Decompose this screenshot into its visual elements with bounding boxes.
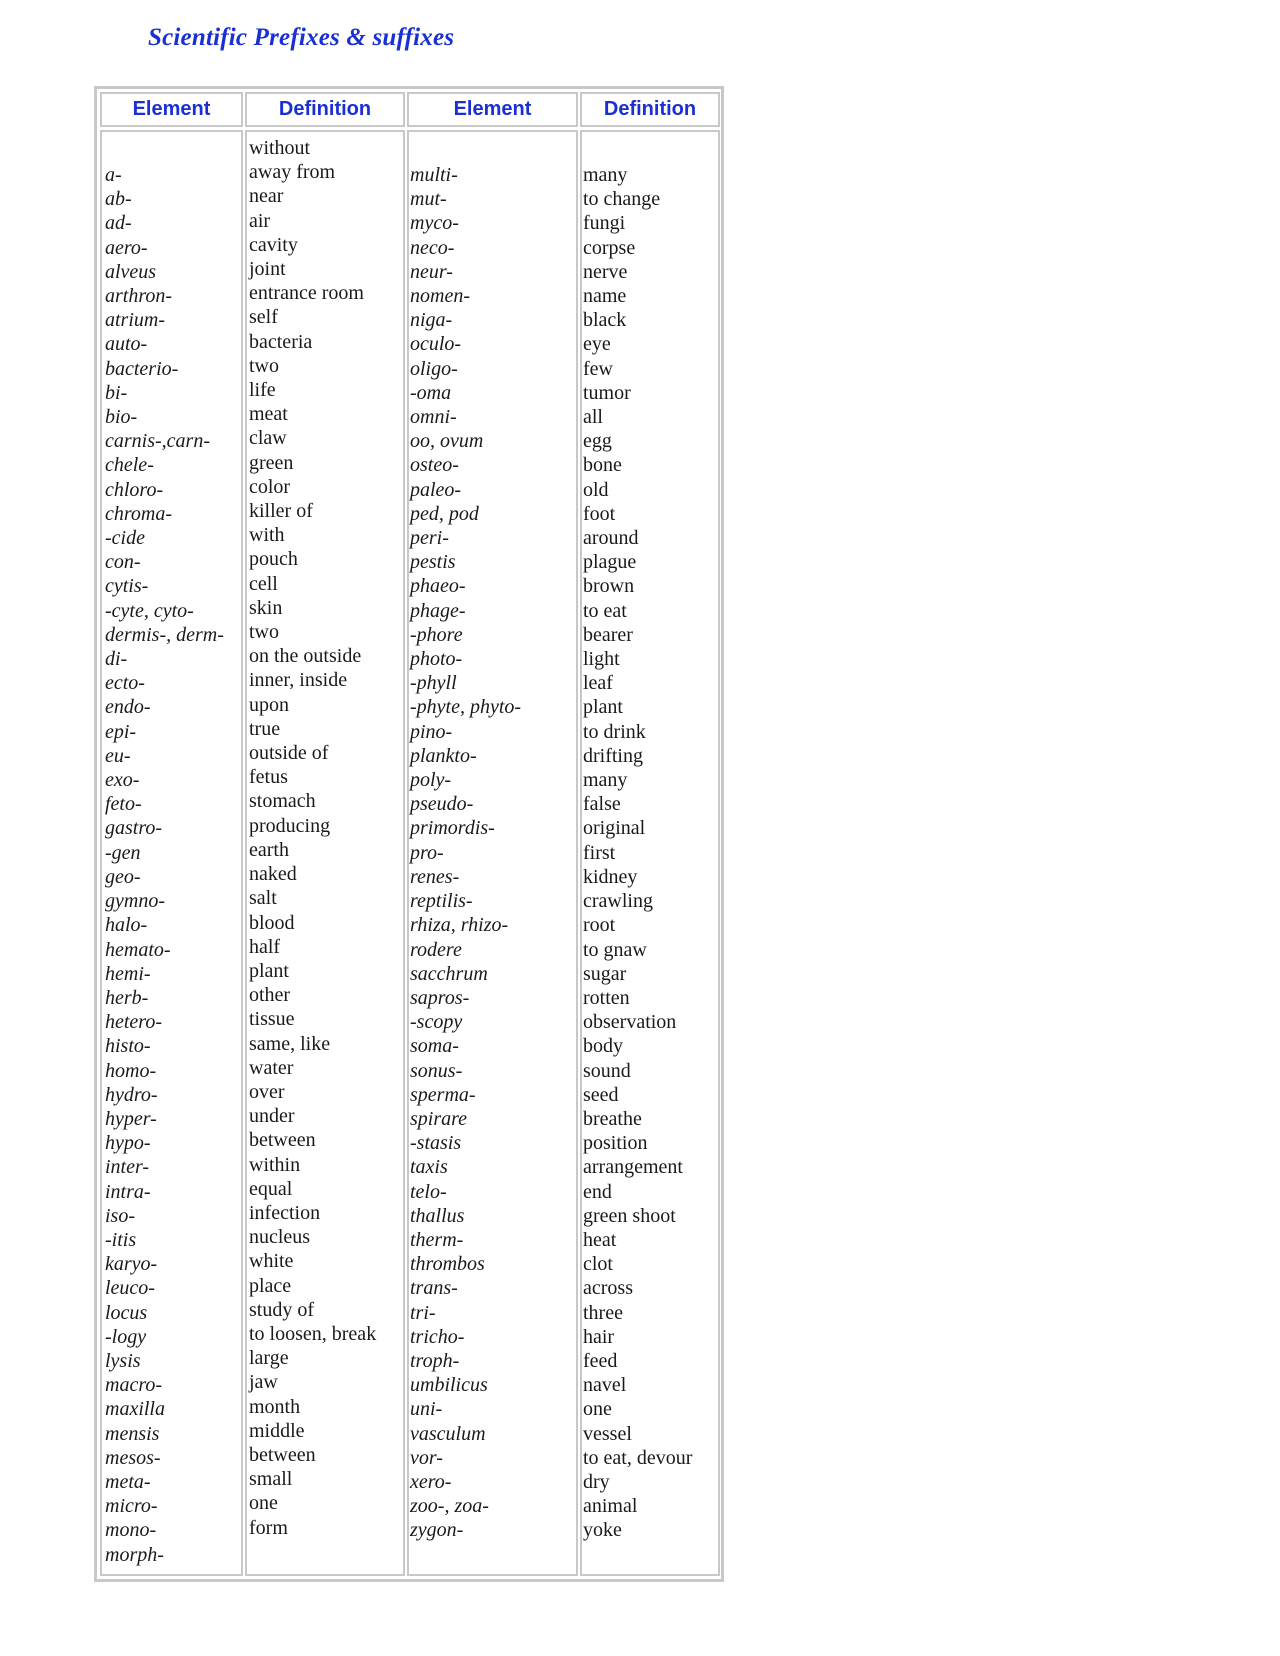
element-entry: phage-: [410, 599, 466, 622]
definition-entry: rotten: [583, 986, 630, 1009]
definition-entry: fungi: [583, 212, 626, 235]
definition-entry: half: [249, 935, 281, 958]
element-entry: bacterio-: [105, 357, 179, 380]
element-entry: exo-: [105, 769, 140, 792]
definition-entry: upon: [249, 693, 289, 716]
element-entry: therm-: [410, 1228, 464, 1251]
element-entry: aero-: [105, 236, 148, 259]
definition-entry: color: [249, 475, 291, 498]
definition-entry: tissue: [249, 1008, 295, 1031]
element-entry: hypo-: [105, 1132, 151, 1155]
definition-entry: many: [583, 769, 628, 792]
definition-entry: meat: [249, 403, 288, 426]
definition-entry: self: [249, 306, 278, 329]
element-entry: thrombos: [410, 1253, 485, 1276]
definition-entry: kidney: [583, 865, 638, 888]
definition-entry: sugar: [583, 962, 627, 985]
element-entry: sacchrum: [410, 962, 488, 985]
definition-entry: air: [249, 209, 271, 232]
element-entry: -phyll: [410, 672, 457, 695]
definition-column-1: [245, 130, 405, 1576]
definition-entry: dry: [583, 1470, 610, 1493]
element-entry: cytis-: [105, 575, 149, 598]
element-entry: rodere: [410, 938, 462, 961]
element-entry: zygon-: [410, 1519, 464, 1542]
element-entry: ab-: [105, 188, 132, 211]
definition-entry: small: [249, 1468, 293, 1491]
element-entry: halo-: [105, 914, 148, 937]
element-entry: plankto-: [410, 744, 477, 767]
definition-entry: plant: [249, 959, 289, 982]
definition-entry: other: [249, 984, 291, 1007]
definition-entry: leaf: [583, 672, 613, 695]
definition-entry: claw: [249, 427, 287, 450]
definition-entry: three: [583, 1301, 623, 1324]
element-entry: omni-: [410, 406, 457, 429]
element-entry: oculo-: [410, 333, 462, 356]
element-entry: rhiza, rhizo-: [410, 914, 509, 937]
element-entry: micro-: [105, 1495, 158, 1518]
definition-entry: large: [249, 1347, 289, 1370]
definition-entry: end: [583, 1180, 612, 1203]
definition-entry: bacteria: [249, 330, 313, 353]
definition-entry: to gnaw: [583, 938, 647, 961]
definition-entry: producing: [249, 814, 331, 837]
element-entry: soma-: [410, 1035, 459, 1058]
element-entry: gymno-: [105, 890, 165, 913]
definition-entry: bone: [583, 454, 622, 477]
definition-entry: between: [249, 1443, 316, 1466]
definition-entry: tumor: [583, 381, 631, 404]
definition-entry: equal: [249, 1177, 293, 1200]
element-entry: histo-: [105, 1035, 151, 1058]
element-entry: taxis: [410, 1156, 448, 1179]
element-entry: pro-: [410, 841, 444, 864]
element-entry: tri-: [410, 1301, 436, 1324]
element-entry: atrium-: [105, 309, 165, 332]
element-entry: mono-: [105, 1519, 157, 1542]
definition-entry: seed: [583, 1083, 619, 1106]
definition-entry: egg: [583, 430, 612, 453]
element-entry: zoo-, zoa-: [410, 1495, 489, 1518]
element-entry: homo-: [105, 1059, 157, 1082]
element-entry: eu-: [105, 744, 131, 767]
element-entry: neco-: [410, 236, 455, 259]
definition-entry: place: [249, 1274, 292, 1297]
definition-entry: true: [249, 717, 281, 740]
definition-entry: within: [249, 1153, 301, 1176]
element-entry: uni-: [410, 1398, 443, 1421]
element-column-1: [100, 130, 243, 1576]
element-entry: pseudo-: [410, 793, 474, 816]
definition-entry: skin: [249, 596, 283, 619]
definition-entry: away from: [249, 161, 336, 184]
definition-entry: month: [249, 1395, 301, 1418]
page-title: Scientific Prefixes & suffixes: [148, 24, 455, 51]
element-entry: peri-: [410, 527, 449, 550]
element-entry: troph-: [410, 1349, 460, 1372]
definition-entry: across: [583, 1277, 633, 1300]
element-entry: geo-: [105, 865, 141, 888]
element-entry: ped, pod: [410, 502, 479, 525]
definition-entry: salt: [249, 887, 277, 910]
definition-entry: naked: [249, 863, 297, 886]
element-entry: paleo-: [410, 478, 462, 501]
element-entry: -phyte, phyto-: [410, 696, 522, 719]
header-element-2: Element: [407, 92, 578, 127]
definition-entry: green: [249, 451, 294, 474]
definition-entry: without: [249, 137, 311, 159]
definition-entry: with: [249, 524, 285, 547]
element-entry: macro-: [105, 1374, 163, 1397]
definition-entry: study of: [249, 1298, 314, 1321]
definition-entry: heat: [583, 1228, 617, 1251]
definition-entry: stomach: [249, 790, 316, 813]
definition-entry: many: [583, 164, 628, 186]
element-entry: lysis: [105, 1349, 141, 1372]
element-entry: -phore: [410, 623, 463, 646]
element-column-2: [407, 130, 578, 1576]
element-entry: auto-: [105, 333, 148, 356]
element-entry: -logy: [105, 1325, 147, 1348]
element-entry: xero-: [410, 1470, 452, 1493]
element-entry: hydro-: [105, 1083, 158, 1106]
element-entry: karyo-: [105, 1253, 158, 1276]
element-entry: photo-: [410, 648, 463, 671]
element-entry: bi-: [105, 381, 128, 404]
element-entry: dermis-, derm-: [105, 623, 224, 646]
element-entry: niga-: [410, 309, 453, 332]
element-entry: multi-: [410, 164, 458, 186]
definition-entry: nerve: [583, 260, 628, 283]
element-entry: chroma-: [105, 502, 173, 525]
header-element-1: Element: [100, 92, 243, 127]
definition-entry: pouch: [249, 548, 298, 571]
definition-entry: to change: [583, 188, 661, 211]
definition-entry: form: [249, 1516, 288, 1539]
definition-entry: navel: [583, 1374, 627, 1397]
element-entry: iso-: [105, 1204, 135, 1227]
element-entry: thallus: [410, 1204, 465, 1227]
prefix-suffix-table: [94, 86, 724, 1582]
element-entry: mesos-: [105, 1446, 161, 1469]
element-entry: a-: [105, 164, 122, 186]
element-entry: endo-: [105, 696, 151, 719]
definition-entry: brown: [583, 575, 635, 598]
element-entry: chloro-: [105, 478, 164, 501]
element-entry: arthron-: [105, 285, 173, 308]
element-entry: spirare: [410, 1107, 468, 1130]
element-entry: feto-: [105, 793, 142, 816]
definition-entry: observation: [583, 1011, 677, 1034]
definition-entry: life: [249, 379, 276, 402]
element-entry: chele-: [105, 454, 154, 477]
element-entry: -oma: [410, 381, 452, 404]
element-entry: carnis-,carn-: [105, 430, 210, 453]
definition-entry: to eat, devour: [583, 1446, 693, 1469]
header-definition-2: Definition: [580, 92, 720, 127]
element-entry: morph-: [105, 1543, 164, 1566]
element-entry: hemato-: [105, 938, 171, 961]
element-entry: phaeo-: [410, 575, 466, 598]
definition-entry: clot: [583, 1253, 613, 1276]
definition-entry: animal: [583, 1495, 638, 1518]
element-entry: hetero-: [105, 1011, 163, 1034]
element-entry: nomen-: [410, 285, 470, 308]
definition-entry: eye: [583, 333, 611, 356]
element-entry: reptilis-: [410, 890, 473, 913]
definition-column-2: [580, 130, 720, 1576]
definition-entry: under: [249, 1105, 295, 1128]
element-entry: con-: [105, 551, 141, 574]
element-entry: bio-: [105, 406, 138, 429]
element-entry: leuco-: [105, 1277, 155, 1300]
element-entry: -cide: [105, 527, 145, 550]
header-definition-1: Definition: [245, 92, 405, 127]
element-entry: mut-: [410, 188, 447, 211]
definition-entry: fetus: [249, 766, 288, 789]
definition-entry: killer of: [249, 500, 313, 523]
element-entry: myco-: [410, 212, 459, 235]
definition-entry: breathe: [583, 1107, 642, 1130]
definition-entry: root: [583, 914, 616, 937]
element-entry: trans-: [410, 1277, 458, 1300]
definition-entry: over: [249, 1080, 285, 1103]
definition-entry: name: [583, 285, 627, 308]
definition-entry: jaw: [249, 1371, 278, 1394]
element-entry: poly-: [410, 769, 452, 792]
definition-entry: same, like: [249, 1032, 331, 1055]
definition-entry: plant: [583, 696, 623, 719]
definition-entry: one: [249, 1492, 278, 1515]
definition-entry: inner, inside: [249, 669, 348, 692]
definition-entry: old: [583, 478, 609, 501]
definition-entry: white: [249, 1250, 294, 1273]
definition-entry: earth: [249, 838, 289, 861]
definition-entry: blood: [249, 911, 295, 934]
definition-entry: few: [583, 357, 613, 380]
element-entry: vor-: [410, 1446, 443, 1469]
definition-entry: two: [249, 354, 279, 377]
definition-entry: position: [583, 1132, 648, 1155]
element-entry: neur-: [410, 260, 453, 283]
definition-entry: drifting: [583, 744, 643, 767]
definition-entry: feed: [583, 1349, 618, 1372]
element-entry: maxilla: [105, 1398, 165, 1421]
definition-entry: outside of: [249, 742, 329, 765]
element-entry: ad-: [105, 212, 132, 235]
definition-entry: plague: [583, 551, 637, 574]
element-entry: -gen: [105, 841, 141, 864]
element-entry: primordis-: [410, 817, 495, 840]
definition-entry: sound: [583, 1059, 631, 1082]
element-entry: -scopy: [410, 1011, 463, 1034]
element-entry: renes-: [410, 865, 460, 888]
element-entry: tricho-: [410, 1325, 465, 1348]
definition-entry: nucleus: [249, 1226, 311, 1249]
definition-entry: hair: [583, 1325, 615, 1348]
definition-entry: cell: [249, 572, 278, 595]
definition-entry: vessel: [583, 1422, 632, 1445]
element-entry: mensis: [105, 1422, 160, 1445]
definition-entry: entrance room: [249, 282, 364, 305]
element-entry: meta-: [105, 1470, 151, 1493]
definition-entry: between: [249, 1129, 316, 1152]
element-entry: -itis: [105, 1228, 137, 1251]
definition-entry: infection: [249, 1201, 321, 1224]
definition-entry: on the outside: [249, 645, 362, 668]
definition-entry: cavity: [249, 233, 298, 256]
definition-entry: yoke: [583, 1519, 622, 1542]
element-entry: ecto-: [105, 672, 145, 695]
definition-entry: to eat: [583, 599, 627, 622]
definition-entry: false: [583, 793, 621, 816]
element-entry: sonus-: [410, 1059, 463, 1082]
definition-entry: green shoot: [583, 1204, 676, 1227]
element-entry: alveus: [105, 260, 157, 283]
definition-entry: all: [583, 406, 603, 429]
definition-entry: bearer: [583, 623, 633, 646]
definition-entry: first: [583, 841, 616, 864]
element-entry: pino-: [410, 720, 453, 743]
definition-entry: one: [583, 1398, 612, 1421]
element-entry: epi-: [105, 720, 137, 743]
definition-entry: around: [583, 527, 639, 550]
element-entry: gastro-: [105, 817, 163, 840]
definition-entry: corpse: [583, 236, 636, 259]
element-entry: di-: [105, 648, 128, 671]
element-entry: -cyte, cyto-: [105, 599, 194, 622]
element-entry: oo, ovum: [410, 430, 484, 453]
definition-entry: foot: [583, 502, 616, 525]
element-entry: oligo-: [410, 357, 458, 380]
element-entry: inter-: [105, 1156, 150, 1179]
definition-entry: body: [583, 1035, 623, 1058]
definition-entry: middle: [249, 1419, 305, 1442]
element-entry: -stasis: [410, 1132, 462, 1155]
element-entry: hyper-: [105, 1107, 157, 1130]
definition-entry: crawling: [583, 890, 653, 913]
definition-entry: near: [249, 185, 284, 208]
element-entry: sapros-: [410, 986, 470, 1009]
element-entry: osteo-: [410, 454, 459, 477]
definition-entry: water: [249, 1056, 294, 1079]
definition-entry: two: [249, 621, 279, 644]
definition-entry: to drink: [583, 720, 646, 743]
element-entry: hemi-: [105, 962, 151, 985]
definition-entry: arrangement: [583, 1156, 683, 1179]
element-entry: locus: [105, 1301, 148, 1324]
definition-entry: black: [583, 309, 627, 332]
element-entry: umbilicus: [410, 1374, 488, 1397]
definition-entry: joint: [249, 258, 286, 281]
element-entry: intra-: [105, 1180, 151, 1203]
definition-entry: original: [583, 817, 646, 840]
element-entry: sperma-: [410, 1083, 476, 1106]
element-entry: vasculum: [410, 1422, 486, 1445]
element-entry: pestis: [410, 551, 456, 574]
definition-entry: to loosen, break: [249, 1322, 377, 1345]
element-entry: telo-: [410, 1180, 447, 1203]
definition-entry: light: [583, 648, 620, 671]
element-entry: herb-: [105, 986, 149, 1009]
